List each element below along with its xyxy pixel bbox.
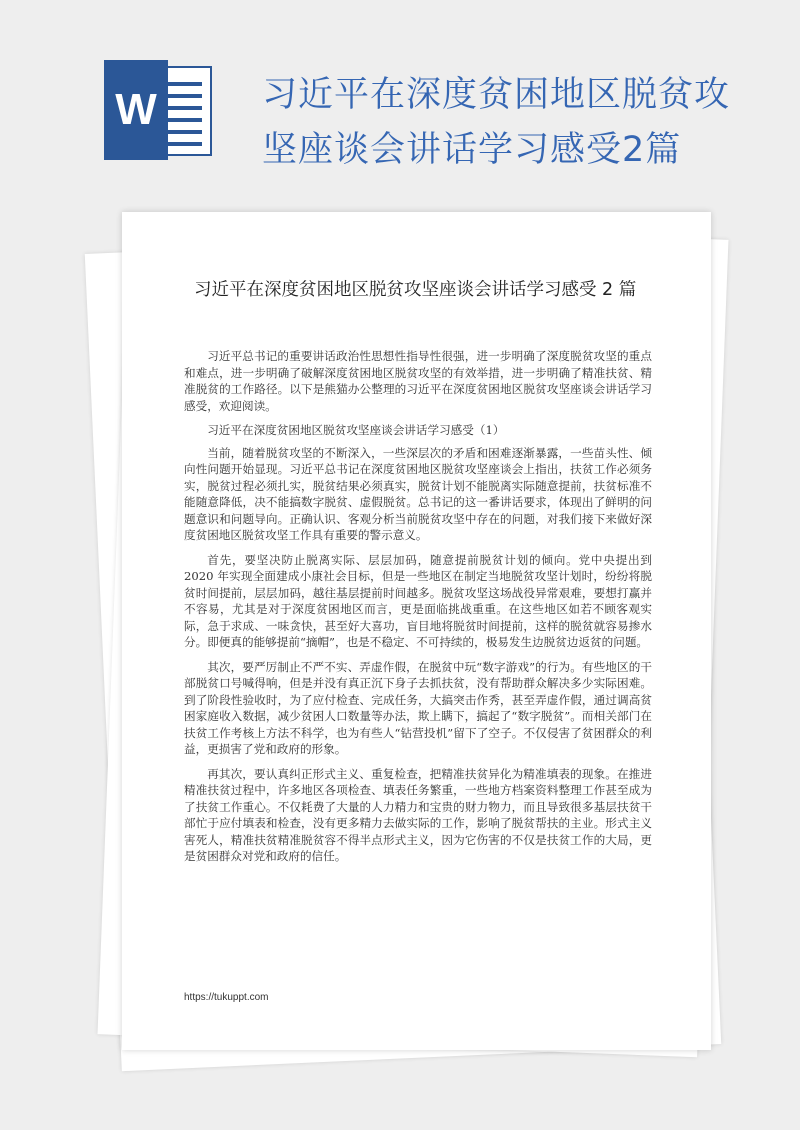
document-page (122, 212, 711, 1050)
body-paragraph: 其次，要严厉制止不严不实、弄虚作假，在脱贫中玩“数字游戏”的行为。有些地区的干部脱贫口号喊得响，但是并没有真正沉下身子去抓扶贫，没有帮助群众解决多少实际困难。到了阶段性验收时，为了应付检查、完成任务，大搞突击作秀，甚至弄虚作假，通过调高贫困家庭收入数据，减少贫困人口数量等办法，欺上瞒下，搞起了“数字脱贫”。而相关部门在扶贫工作考核上方法不科学，也为有些人“钻营投机”留下了空子。不仅侵害了贫困群众的利益，更损害了党和政府的形象。 (184, 659, 652, 756)
header-title: 习近平在深度贫困地区脱贫攻坚座谈会讲话学习感受2篇 (262, 75, 731, 170)
document-title: 习近平在深度贫困地区脱贫攻坚座谈会讲话学习感受 2 篇 (194, 280, 637, 300)
word-document-icon (104, 60, 214, 160)
word-badge (104, 60, 168, 160)
body-paragraph: 再其次，要认真纠正形式主义、重复检查，把精准扶贫异化为精准填表的现象。在推进精准扶贫过程中，许多地区各项检查、填表任务繁重，一些地方档案资料整理工作甚至成为了扶贫工作重心。不仅耗费了大量的人力精力和宝贵的财力物力，而且导致很多基层扶贫干部忙于应付填表和检查，没有更多精力去做实际的工作，影响了脱贫帮扶的主业。形式主义害死人，精准扶贫精准脱贫容不得半点形式主义，因为它伤害的不仅是扶贫工作的大局，更是贫困群众对党和政府的信任。 (184, 766, 652, 863)
header-banner (0, 0, 800, 200)
document-body (184, 348, 652, 873)
intro-paragraph: 习近平总书记的重要讲话政治性思想性指导性很强，进一步明确了深度脱贫攻坚的重点和难点，进一步明确了破解深度贫困地区脱贫攻坚的有效举措，进一步明确了精准扶贫、精准脱贫的工作路径。以下是熊猫办公整理的习近平在深度贫困地区脱贫攻坚座谈会讲话学习感受，欢迎阅读。 (184, 349, 652, 413)
word-logo-letter: W (115, 85, 157, 134)
body-paragraph: 当前，随着脱贫攻坚的不断深入，一些深层次的矛盾和困难逐渐暴露，一些苗头性、倾向性问题开始显现。习近平总书记在深度贫困地区脱贫攻坚座谈会上指出，扶贫工作必须务实，脱贫过程必须扎实，脱贫结果必须真实，脱贫计划不能脱离实际随意提前，扶贫标准不能随意降低，决不能搞数字脱贫、虚假脱贫。总书记的这一番讲话要求，体现出了鲜明的问题意识和问题导向。正确认识、客观分析当前脱贫攻坚中存在的问题，对我们接下来做好深度贫困地区脱贫攻坚工作具有重要的警示意义。 (184, 445, 652, 542)
body-paragraph: 首先，要坚决防止脱离实际、层层加码，随意提前脱贫计划的倾向。党中央提出到 2020 年实现全面建成小康社会目标，但是一些地区在制定当地脱贫攻坚计划时，纷纷将脱贫时间提前，层层加码，越往基层提前时间越多。脱贫攻坚这场战役异常艰难，要想打赢并不容易，尤其是对于深度贫困地区而言，更是面临挑战重重。在这些地区如若不顾客观实际，急于求成、一味贪快，甚至好大喜功，盲目地将脱贫时间提前，这样的脱贫就容易掺水分。即便真的能够提前“摘帽”，也是不稳定、不可持续的，极易发生边脱贫边返贫的问题。 (184, 552, 652, 649)
footer-url: https://tukuppt.com (184, 992, 269, 1003)
section-heading: 习近平在深度贫困地区脱贫攻坚座谈会讲话学习感受（1） (207, 423, 505, 437)
